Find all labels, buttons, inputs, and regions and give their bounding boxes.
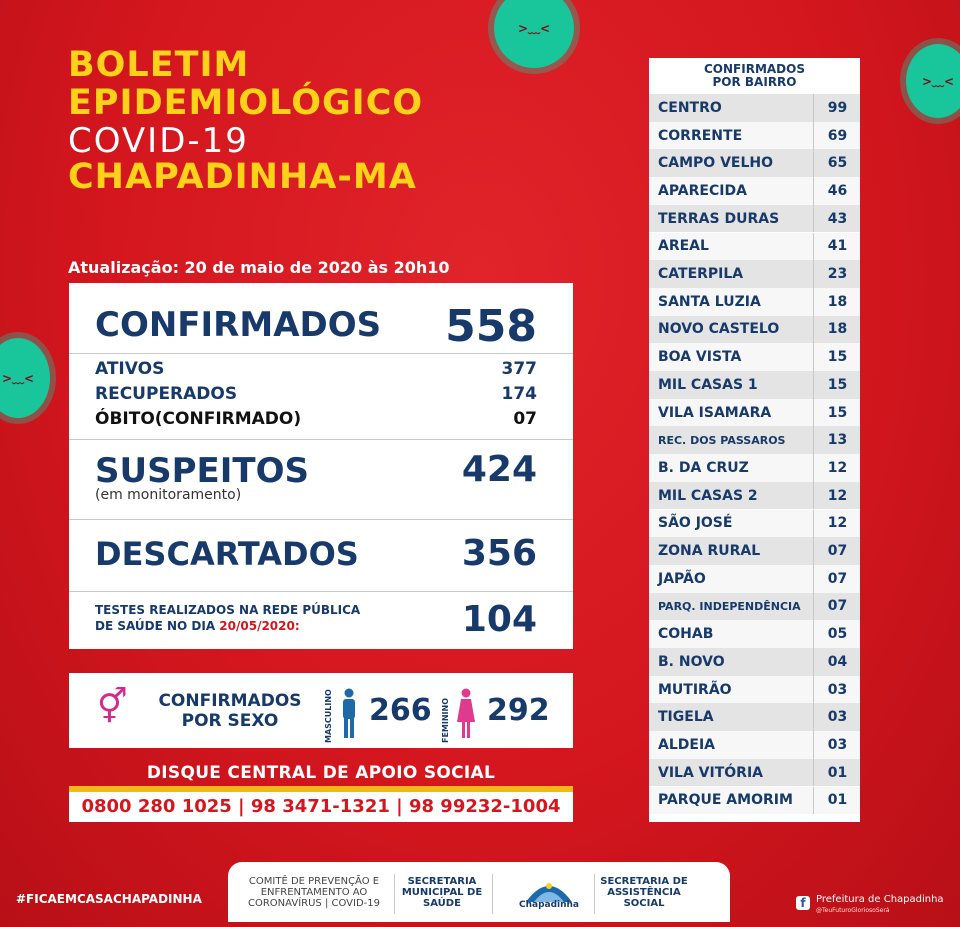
bairro-value: 03 — [813, 703, 861, 731]
bairro-name: CENTRO — [658, 99, 722, 116]
sex-label-line-2: POR SEXO — [181, 711, 279, 731]
bairro-name: ZONA RURAL — [658, 543, 761, 560]
bairro-row — [649, 149, 860, 177]
obito-value: 07 — [513, 409, 537, 429]
bairro-row — [649, 371, 860, 399]
bairro-value: 99 — [813, 94, 861, 122]
bairro-name: TIGELA — [658, 709, 714, 726]
bairro-value: 01 — [813, 759, 861, 787]
phone-numbers: 0800 280 1025 | 98 3471-1321 | 98 99232-1004 — [69, 792, 573, 822]
virus-icon: >﹏< — [0, 338, 50, 418]
bairro-value: 18 — [813, 316, 861, 344]
bairro-value: 07 — [813, 565, 861, 593]
bairro-table — [649, 58, 860, 822]
bairro-value: 12 — [813, 482, 861, 510]
summary-card — [69, 283, 573, 649]
bairro-name: MIL CASAS 1 — [658, 376, 758, 393]
bairro-name: VILA VITÓRIA — [658, 764, 763, 781]
bairro-value: 07 — [813, 537, 861, 565]
bairro-name: B. DA CRUZ — [658, 459, 749, 476]
ativos-value: 377 — [501, 359, 537, 379]
title-line-2: EPIDEMIOLÓGICO — [68, 83, 424, 123]
bairro-value: 41 — [813, 233, 861, 261]
bairro-row — [649, 343, 860, 371]
feminino-value: 292 — [487, 693, 550, 728]
suspeitos-label: SUSPEITOS — [95, 451, 309, 491]
female-person-icon — [457, 688, 475, 738]
bairro-row — [649, 482, 860, 510]
bairro-row — [649, 233, 860, 261]
divider — [69, 519, 573, 520]
bairro-row — [649, 399, 860, 427]
bairro-value: 15 — [813, 399, 861, 427]
divider — [594, 874, 595, 914]
bairro-value: 18 — [813, 288, 861, 316]
bairro-name: COHAB — [658, 626, 714, 643]
bairro-value: 12 — [813, 510, 861, 538]
bairro-value: 43 — [813, 205, 861, 233]
bairro-header-line-1: CONFIRMADOS — [704, 62, 805, 76]
bairro-value: 12 — [813, 454, 861, 482]
bairro-value: 69 — [813, 122, 861, 150]
bairro-name: REC. DOS PASSAROS — [658, 433, 786, 447]
bairro-name: BOA VISTA — [658, 349, 742, 366]
gender-symbol-icon: ⚥ — [97, 687, 128, 727]
secretaria-assistencia: SECRETARIA DE ASSISTÊNCIA SOCIAL — [600, 876, 688, 909]
secretaria-saude: SECRETARIA MUNICIPAL DE SAÚDE — [401, 876, 483, 909]
masculino-value: 266 — [369, 693, 432, 728]
bairro-value: 46 — [813, 177, 861, 205]
suspeitos-value: 424 — [461, 449, 537, 490]
divider — [69, 439, 573, 440]
divider — [492, 874, 493, 914]
logo-text: Chapadinha — [518, 900, 580, 910]
bairro-row — [649, 316, 860, 344]
testes-date: 20/05/2020: — [219, 619, 300, 633]
suspeitos-sublabel: (em monitoramento) — [95, 487, 242, 503]
bairro-row — [649, 759, 860, 787]
descartados-value: 356 — [461, 533, 537, 574]
bairro-value: 01 — [813, 787, 861, 815]
bairro-value: 15 — [813, 371, 861, 399]
bairro-header-line-2: POR BAIRRO — [712, 75, 797, 89]
obito-label: ÓBITO(CONFIRMADO) — [95, 409, 302, 429]
bairro-value: 65 — [813, 149, 861, 177]
phone-title: DISQUE CENTRAL DE APOIO SOCIAL — [146, 763, 496, 783]
hashtag: #FICAEMCASACHAPADINHA — [16, 892, 202, 906]
title-line-3: COVID-19 — [68, 121, 249, 161]
bairro-name: VILA ISAMARA — [658, 404, 772, 421]
bairro-row — [649, 426, 860, 454]
bairro-row — [649, 122, 860, 150]
bulletin-title — [68, 45, 424, 198]
bairro-row — [649, 787, 860, 815]
bairro-row — [649, 703, 860, 731]
sex-label — [147, 691, 313, 731]
divider — [394, 874, 395, 914]
masculino-label: MASCULINO — [324, 689, 333, 743]
bairro-row — [649, 177, 860, 205]
bairro-row — [649, 510, 860, 538]
bairro-row — [649, 537, 860, 565]
bairro-value: 15 — [813, 343, 861, 371]
sex-card — [69, 673, 573, 748]
bairro-value: 13 — [813, 426, 861, 454]
descartados-label: DESCARTADOS — [95, 535, 359, 573]
testes-value: 104 — [461, 599, 537, 640]
male-person-icon — [341, 688, 357, 738]
facebook-page-name: Prefeitura de Chapadinha — [816, 894, 944, 905]
bairro-name: MUTIRÃO — [658, 681, 732, 698]
bairro-value: 05 — [813, 620, 861, 648]
confirmados-label: CONFIRMADOS — [95, 305, 382, 345]
bairro-name: MIL CASAS 2 — [658, 487, 758, 504]
feminino-label: FEMININO — [441, 697, 450, 743]
recuperados-label: RECUPERADOS — [95, 384, 238, 404]
bairro-name: APARECIDA — [658, 182, 747, 199]
bairro-value: 03 — [813, 731, 861, 759]
bairro-row — [649, 260, 860, 288]
testes-label — [95, 602, 360, 634]
title-line-4: CHAPADINHA-MA — [68, 157, 417, 197]
bairro-name: PARQUE AMORIM — [658, 792, 793, 809]
bairro-row — [649, 676, 860, 704]
bairro-name: TERRAS DURAS — [658, 210, 780, 227]
recuperados-value: 174 — [501, 384, 537, 404]
ativos-label: ATIVOS — [95, 359, 165, 379]
bairro-row — [649, 620, 860, 648]
facebook-page-handle: @TeuFuturoGloriosoSerá — [816, 907, 890, 914]
bairro-name: CORRENTE — [658, 127, 743, 144]
divider — [69, 591, 573, 592]
testes-label-line-1: TESTES REALIZADOS NA REDE PÚBLICA — [95, 603, 361, 617]
bairro-name: SÃO JOSÉ — [658, 515, 733, 532]
bairro-row — [649, 565, 860, 593]
title-line-1: BOLETIM — [68, 45, 250, 85]
bairro-value: 04 — [813, 648, 861, 676]
bairro-row — [649, 288, 860, 316]
bairro-value: 07 — [813, 593, 861, 621]
bairro-row — [649, 593, 860, 621]
bairro-row — [649, 731, 860, 759]
bairro-table-header — [649, 58, 860, 93]
bairro-name: AREAL — [658, 238, 709, 255]
bairro-name: SANTA LUZIA — [658, 293, 761, 310]
bairro-name: CAMPO VELHO — [658, 155, 774, 172]
bairro-row — [649, 205, 860, 233]
virus-icon: >﹏< — [494, 0, 574, 68]
confirmados-value: 558 — [445, 301, 537, 352]
footer — [0, 858, 960, 927]
sex-label-line-1: CONFIRMADOS — [158, 691, 302, 711]
bairro-value: 23 — [813, 260, 861, 288]
bairro-name: JAPÃO — [658, 570, 706, 587]
bairro-row — [649, 454, 860, 482]
bairro-name: PARQ. INDEPENDÊNCIA — [658, 599, 801, 613]
bairro-value: 03 — [813, 676, 861, 704]
footer-bar — [228, 862, 730, 922]
virus-icon: >﹏< — [906, 44, 960, 118]
bairro-name: NOVO CASTELO — [658, 321, 780, 338]
bairro-row — [649, 648, 860, 676]
comite-text: COMITÊ DE PREVENÇÃO E ENFRENTAMENTO AO CORONAVÍRUS | COVID-19 — [248, 876, 380, 909]
bairro-name: CATERPILA — [658, 266, 744, 283]
bairro-name: ALDEIA — [658, 736, 715, 753]
divider — [69, 353, 573, 354]
facebook-icon: f — [796, 896, 810, 910]
bairro-name: B. NOVO — [658, 653, 725, 670]
bairro-row — [649, 94, 860, 122]
update-timestamp: Atualização: 20 de maio de 2020 às 20h10 — [68, 258, 450, 277]
testes-label-line-2: DE SAÚDE NO DIA — [95, 619, 220, 633]
